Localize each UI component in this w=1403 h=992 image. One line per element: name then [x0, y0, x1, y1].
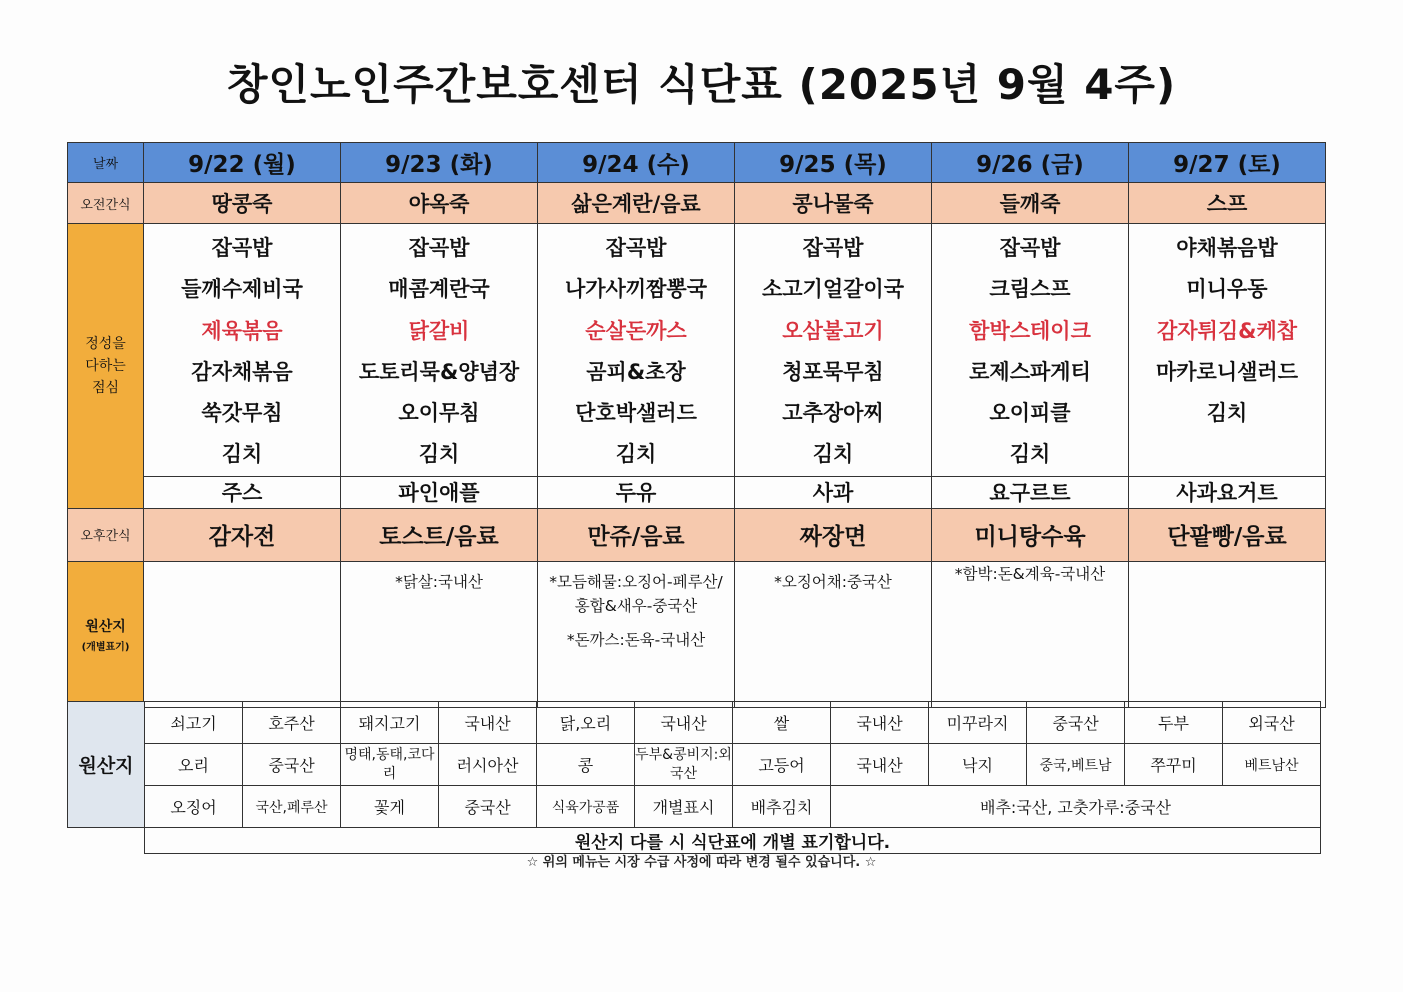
- lunch-menu-tue: [341, 224, 538, 477]
- lunch-main-dish: 감자튀김&케찹: [1156, 318, 1298, 343]
- date-row: [68, 143, 1326, 183]
- morning-snack-mon: 땅콩죽: [144, 183, 341, 224]
- lunch-item: 오이무침: [398, 401, 480, 426]
- lunch-label-line: 점심: [91, 379, 120, 396]
- afternoon-snack-thu: 짜장면: [735, 508, 932, 561]
- lunch-item: 청포묵무침: [782, 359, 884, 384]
- origin-notes-mon: [144, 561, 341, 707]
- ingredient-origin: 중국산: [439, 786, 537, 828]
- afternoon-snack-wed: 만쥬/음료: [538, 508, 735, 561]
- lunch-menu-fri: [932, 224, 1129, 477]
- lunch-item: 잡곡밥: [802, 236, 864, 260]
- lunch-menu-thu: [735, 224, 932, 477]
- afternoon-snack-row: [68, 508, 1326, 561]
- afternoon-snack-sat: 단팥빵/음료: [1129, 508, 1326, 561]
- ingredient-origin: 국내산: [831, 702, 929, 744]
- afternoon-snack-mon: 감자전: [144, 508, 341, 561]
- day-date-fri: 9/26 (금): [932, 143, 1129, 183]
- ingredient-origin: 러시아산: [439, 744, 537, 786]
- origin-note: *함박:돈&계육-국내산: [954, 564, 1106, 583]
- morning-snack-fri: 들깨죽: [932, 183, 1129, 224]
- origin-note: *닭살:국내산: [395, 572, 483, 591]
- menu-table: [67, 142, 1326, 708]
- origin-note: *오징어채:중국산: [774, 572, 892, 591]
- origin-table-row: [68, 702, 1321, 744]
- origin-notes-wed: [538, 561, 735, 707]
- morning-snack-row: [68, 183, 1326, 224]
- lunch-label-line: 다하는: [85, 357, 126, 374]
- lunch-label: [68, 224, 144, 509]
- lunch-item: 잡곡밥: [605, 236, 667, 260]
- lunch-item: 잡곡밥: [408, 236, 470, 260]
- ingredient-name: 오리: [145, 744, 243, 786]
- lunch-item: 소고기얼갈이국: [761, 277, 904, 302]
- day-date-thu: 9/25 (목): [735, 143, 932, 183]
- lunch-menu-mon: [144, 224, 341, 477]
- ingredient-name: 미꾸라지: [929, 702, 1027, 744]
- notice-spacer: [68, 828, 145, 854]
- morning-snack-wed: 삶은계란/음료: [538, 183, 735, 224]
- ingredient-origin: 중국,베트남: [1027, 744, 1125, 786]
- ingredient-origin: 국내산: [831, 744, 929, 786]
- lunch-item: 김치: [221, 442, 263, 467]
- origin-note: *모듬해물:오징어-페루산/홍합&새우-중국산: [549, 572, 723, 615]
- ingredient-name: 식육가공품: [537, 786, 635, 828]
- ingredient-origin: 베트남산: [1223, 744, 1321, 786]
- origin-note: *돈까스:돈육-국내산: [566, 630, 706, 649]
- day-date-wed: 9/24 (수): [538, 143, 735, 183]
- morning-snack-tue: 야옥죽: [341, 183, 538, 224]
- day-date-mon: 9/22 (월): [144, 143, 341, 183]
- day-date-tue: 9/23 (화): [341, 143, 538, 183]
- ingredient-origin: 호주산: [243, 702, 341, 744]
- origin-table-row: [68, 744, 1321, 786]
- afternoon-snack-tue: 토스트/음료: [341, 508, 538, 561]
- lunch-row: [68, 224, 1326, 477]
- lunch-item: 김치: [418, 442, 460, 467]
- ingredient-origin: 중국산: [1027, 702, 1125, 744]
- lunch-item: 김치: [1206, 401, 1248, 426]
- lunch-item: 곰피&초장: [586, 359, 686, 384]
- lunch-item: 잡곡밥: [211, 236, 273, 260]
- date-label: 날짜: [68, 143, 144, 183]
- ingredient-origin: 중국산: [243, 744, 341, 786]
- origin-notes-fri: [932, 561, 1129, 707]
- origin-notes-row: [68, 561, 1326, 707]
- origin-table-row: [68, 786, 1321, 828]
- origin-notice-row: [68, 828, 1321, 854]
- ingredient-name: 쭈꾸미: [1125, 744, 1223, 786]
- ingredient-name: 오징어: [145, 786, 243, 828]
- ingredient-name: 닭,오리: [537, 702, 635, 744]
- lunch-item: 감자채볶음: [191, 359, 293, 384]
- ingredient-name: 콩: [537, 744, 635, 786]
- ingredient-name: 쌀: [733, 702, 831, 744]
- page-title: 창인노인주간보호센터 식단표 (2025년 9월 4주): [226, 60, 1177, 109]
- ingredient-origin: 개별표시: [635, 786, 733, 828]
- lunch-drink-thu: 사과: [735, 476, 932, 508]
- origin-notice: 원산지 다를 시 식단표에 개별 표기합니다.: [145, 828, 1321, 854]
- lunch-item: 나가사끼짬뽕국: [564, 277, 707, 302]
- footnote: ☆ 위의 메뉴는 시장 수급 사정에 따라 변경 될수 있습니다. ☆: [526, 855, 877, 870]
- lunch-item: 도토리묵&양념장: [358, 359, 520, 384]
- ingredient-name: 꽃게: [341, 786, 439, 828]
- lunch-item: 김치: [615, 442, 657, 467]
- lunch-item: 로제스파게티: [969, 359, 1091, 384]
- ingredient-name: 낙지: [929, 744, 1027, 786]
- lunch-item: 미니우동: [1186, 277, 1268, 302]
- afternoon-snack-fri: 미니탕수육: [932, 508, 1129, 561]
- lunch-item: 김치: [812, 442, 854, 467]
- lunch-main-dish: 제육볶음: [201, 318, 283, 343]
- morning-snack-sat: 스프: [1129, 183, 1326, 224]
- ingredient-name: 고등어: [733, 744, 831, 786]
- lunch-drink-row: [68, 476, 1326, 508]
- lunch-drink-fri: 요구르트: [932, 476, 1129, 508]
- morning-snack-label: 오전간식: [68, 183, 144, 224]
- ingredient-origin: 국내산: [439, 702, 537, 744]
- ingredient-origin: 외국산: [1223, 702, 1321, 744]
- ingredient-name: 쇠고기: [145, 702, 243, 744]
- ingredient-origin: 두부&콩비지:외국산: [635, 744, 733, 786]
- day-date-sat: 9/27 (토): [1129, 143, 1326, 183]
- lunch-item: 단호박샐러드: [575, 401, 697, 426]
- origin-notes-tue: [341, 561, 538, 707]
- origin-table: [67, 701, 1321, 854]
- lunch-main-dish: 순살돈까스: [585, 318, 687, 343]
- origin-label-text: 원산지: [85, 618, 126, 635]
- lunch-item: 오이피클: [989, 401, 1071, 426]
- lunch-item: 잡곡밥: [999, 236, 1061, 260]
- lunch-item: 들깨수제비국: [181, 277, 303, 302]
- lunch-drink-tue: 파인애플: [341, 476, 538, 508]
- afternoon-snack-label: 오후간식: [68, 508, 144, 561]
- ingredient-name: 배추김치: [733, 786, 831, 828]
- lunch-item: 쑥갓무침: [201, 401, 283, 426]
- lunch-menu-sat: [1129, 224, 1326, 477]
- lunch-item: 마카로니샐러드: [1155, 359, 1298, 384]
- origin-table-label: 원산지: [68, 702, 145, 828]
- ingredient-origin: 국내산: [635, 702, 733, 744]
- origin-notes-sat: [1129, 561, 1326, 707]
- ingredient-name: 명태,동태,코다리: [341, 744, 439, 786]
- ingredient-origin: 배추:국산, 고춧가루:중국산: [831, 786, 1321, 828]
- lunch-menu-wed: [538, 224, 735, 477]
- lunch-item: 크림스프: [989, 277, 1071, 302]
- lunch-item: 김치: [1009, 442, 1051, 467]
- ingredient-origin: 국산,페루산: [243, 786, 341, 828]
- lunch-drink-sat: 사과요거트: [1129, 476, 1326, 508]
- origin-label-sub: (개별표기): [81, 641, 130, 653]
- origin-notes-label: [68, 561, 144, 707]
- origin-notes-thu: [735, 561, 932, 707]
- lunch-drink-mon: 주스: [144, 476, 341, 508]
- lunch-main-dish: 함박스테이크: [969, 318, 1091, 343]
- lunch-item: 야채볶음밥: [1176, 236, 1278, 260]
- ingredient-name: 돼지고기: [341, 702, 439, 744]
- lunch-label-line: 정성을: [85, 335, 126, 352]
- lunch-main-dish: 닭갈비: [408, 318, 470, 343]
- lunch-drink-wed: 두유: [538, 476, 735, 508]
- morning-snack-thu: 콩나물죽: [735, 183, 932, 224]
- lunch-item: 매콤계란국: [388, 277, 490, 302]
- lunch-item: 고추장아찌: [782, 401, 884, 426]
- ingredient-name: 두부: [1125, 702, 1223, 744]
- lunch-main-dish: 오삼불고기: [782, 318, 884, 343]
